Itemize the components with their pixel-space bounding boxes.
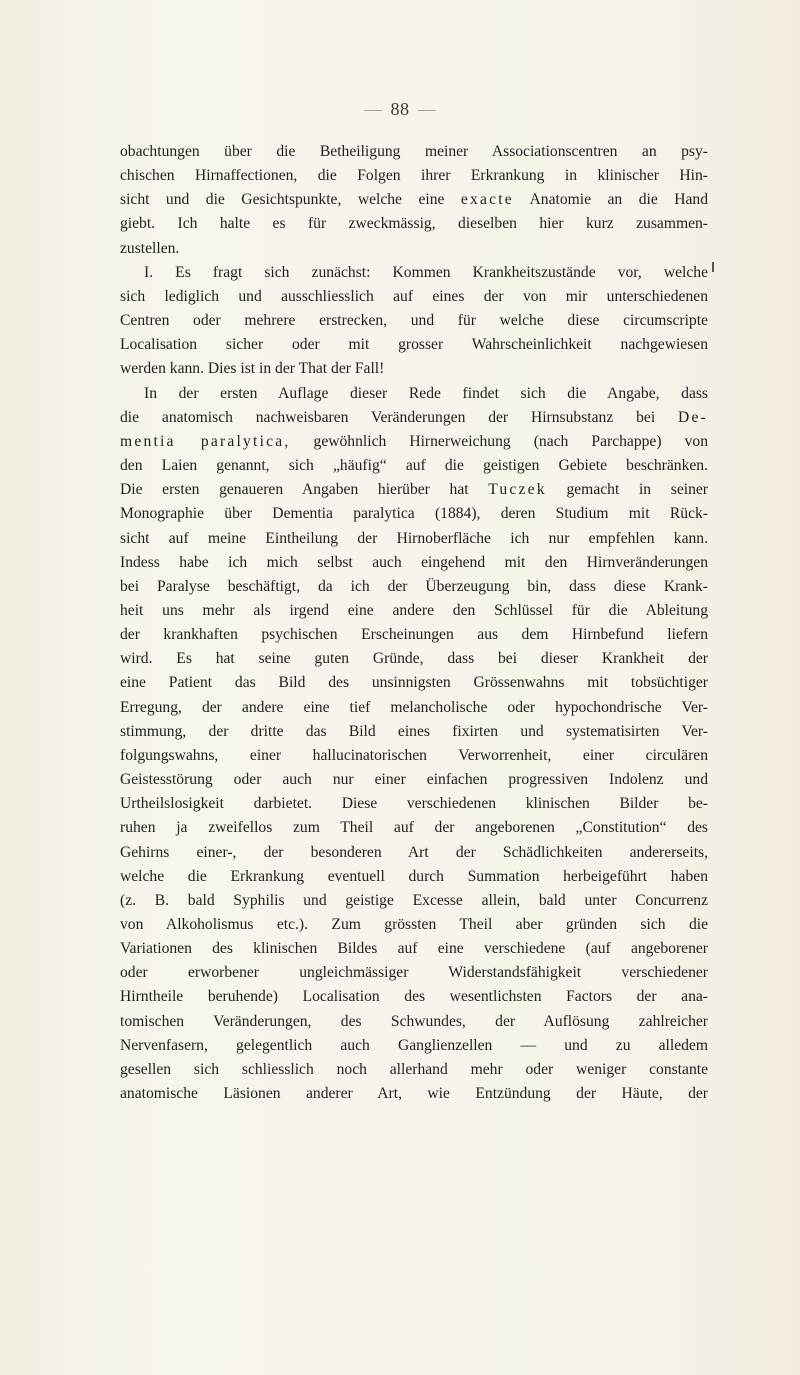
text-line: In der ersten Auflage dieser Rede findet sich die Angabe, dass	[144, 384, 708, 402]
text-line: I. Es fragt sich zunächst: Kommen Krankheitszustände vor, welche	[144, 263, 708, 281]
text-line: wird. Es hat seine guten Gründe, dass bei dieser Krankheit der	[120, 650, 708, 668]
emphasis-mentia-paralytica: mentia paralytica,	[120, 432, 291, 450]
text-line: Geistesstörung oder auch nur einer einfachen progressiven Indolenz und	[120, 771, 708, 789]
text-line: den Laien genannt, sich „häufig“ auf die geistigen Gebiete beschränken.	[120, 457, 708, 475]
emphasis-exacte: exacte	[460, 191, 514, 209]
text-line: anatomische Läsionen anderer Art, wie Entzündung der Häute, der	[120, 1085, 708, 1103]
text-line: der krankhaften psychischen Erscheinungen aus dem Hirnbefund liefern	[120, 626, 708, 644]
text-line: Centren oder mehrere erstrecken, und für welche diese circumscripte	[120, 312, 708, 330]
text-line: giebt. Ich halte es für zweckmässig, dieselben hier kurz zusammen-	[120, 215, 708, 233]
text-segment: Anatomie an die Hand	[529, 191, 708, 209]
text-segment: die anatomisch nachweisbaren Veränderungen der Hirnsubstanz bei	[120, 408, 656, 426]
text-line	[120, 406, 708, 430]
margin-mark	[712, 262, 714, 272]
dash-right: —	[417, 99, 436, 119]
emphasis-dementia: De-	[678, 408, 708, 426]
text-line: obachtungen über die Betheiligung meiner Associationscentren an psy-	[120, 143, 708, 160]
dash-left: —	[364, 99, 383, 119]
text-line: oder erworbener ungleichmässiger Widerstandsfähigkeit verschiedener	[120, 964, 708, 982]
text-line: Variationen des klinischen Bildes auf eine verschiedene (auf angeborener	[120, 940, 708, 958]
text-line: (z. B. bald Syphilis und geistige Excesse allein, bald unter Concurrenz	[120, 891, 708, 909]
body-text	[120, 140, 708, 1106]
page-number-header	[0, 99, 800, 120]
text-segment: gemacht in seiner	[566, 481, 708, 499]
text-line: von Alkoholismus etc.). Zum grössten Theil aber gründen sich die	[120, 916, 708, 933]
text-line: stimmung, der dritte das Bild eines fixirten und systematisirten Ver-	[120, 722, 708, 740]
text-line: bei Paralyse beschäftigt, da ich der Überzeugung bin, dass diese Krank-	[120, 577, 708, 595]
text-line: sich lediglich und ausschliesslich auf eines der von mir unterschiedenen	[120, 287, 708, 305]
emphasis-tuczek: Tuczek	[488, 481, 547, 499]
text-line: chischen Hirnaffectionen, die Folgen ihrer Erkrankung in klinischer Hin-	[120, 167, 708, 185]
text-line: zustellen.	[120, 239, 180, 257]
text-segment: Die ersten genaueren Angaben hierüber hat	[120, 481, 469, 499]
text-line: folgungswahns, einer hallucinatorischen Verworrenheit, einer circulären	[120, 746, 708, 764]
text-line: Urtheilslosigkeit darbietet. Diese verschiedenen klinischen Bilder be-	[120, 795, 708, 813]
text-line: welche die Erkrankung eventuell durch Summation herbeigeführt haben	[120, 867, 708, 885]
text-line: Indess habe ich mich selbst auch eingehend mit den Hirnveränderungen	[120, 553, 708, 571]
text-line	[120, 430, 708, 454]
text-line	[120, 478, 708, 502]
text-segment: gewöhnlich Hirnerweichung (nach Parchappe) von	[313, 432, 708, 450]
text-line: werden kann. Dies ist in der That der Fall!	[120, 360, 385, 378]
paragraph-3	[120, 382, 708, 1107]
text-line: Gehirns einer-, der besonderen Art der Schädlichkeiten andererseits,	[120, 843, 708, 861]
text-line: sicht auf meine Eintheilung der Hirnoberfläche ich nur empfehlen kann.	[120, 529, 708, 547]
text-segment: sicht und die Gesichtspunkte, welche eine	[120, 191, 445, 209]
text-line: heit uns mehr als irgend eine andere den Schlüssel für die Ableitung	[120, 601, 708, 619]
text-line: Nervenfasern, gelegentlich auch Ganglienzellen — und zu alledem	[120, 1036, 708, 1054]
text-line	[120, 188, 708, 212]
text-line: Monographie über Dementia paralytica (1884), deren Studium mit Rück-	[120, 505, 708, 523]
text-line: tomischen Veränderungen, des Schwundes, der Auflösung zahlreicher	[120, 1012, 708, 1030]
text-line: eine Patient das Bild des unsinnigsten Grössenwahns mit tobsüchtiger	[120, 674, 708, 692]
text-line: ruhen ja zweifellos zum Theil auf der angeborenen „Constitution“ des	[120, 819, 708, 837]
text-line: Hirntheile beruhende) Localisation des wesentlichsten Factors der ana-	[120, 988, 708, 1006]
text-line: Erregung, der andere eine tief melancholische oder hypochondrische Ver-	[120, 698, 708, 716]
page-number: 88	[390, 99, 410, 119]
text-line: Localisation sicher oder mit grosser Wahrscheinlichkeit nachgewiesen	[120, 336, 708, 354]
paragraph-1	[120, 140, 708, 261]
text-line: gesellen sich schliesslich noch allerhand mehr oder weniger constante	[120, 1060, 708, 1078]
paragraph-2	[120, 261, 708, 382]
